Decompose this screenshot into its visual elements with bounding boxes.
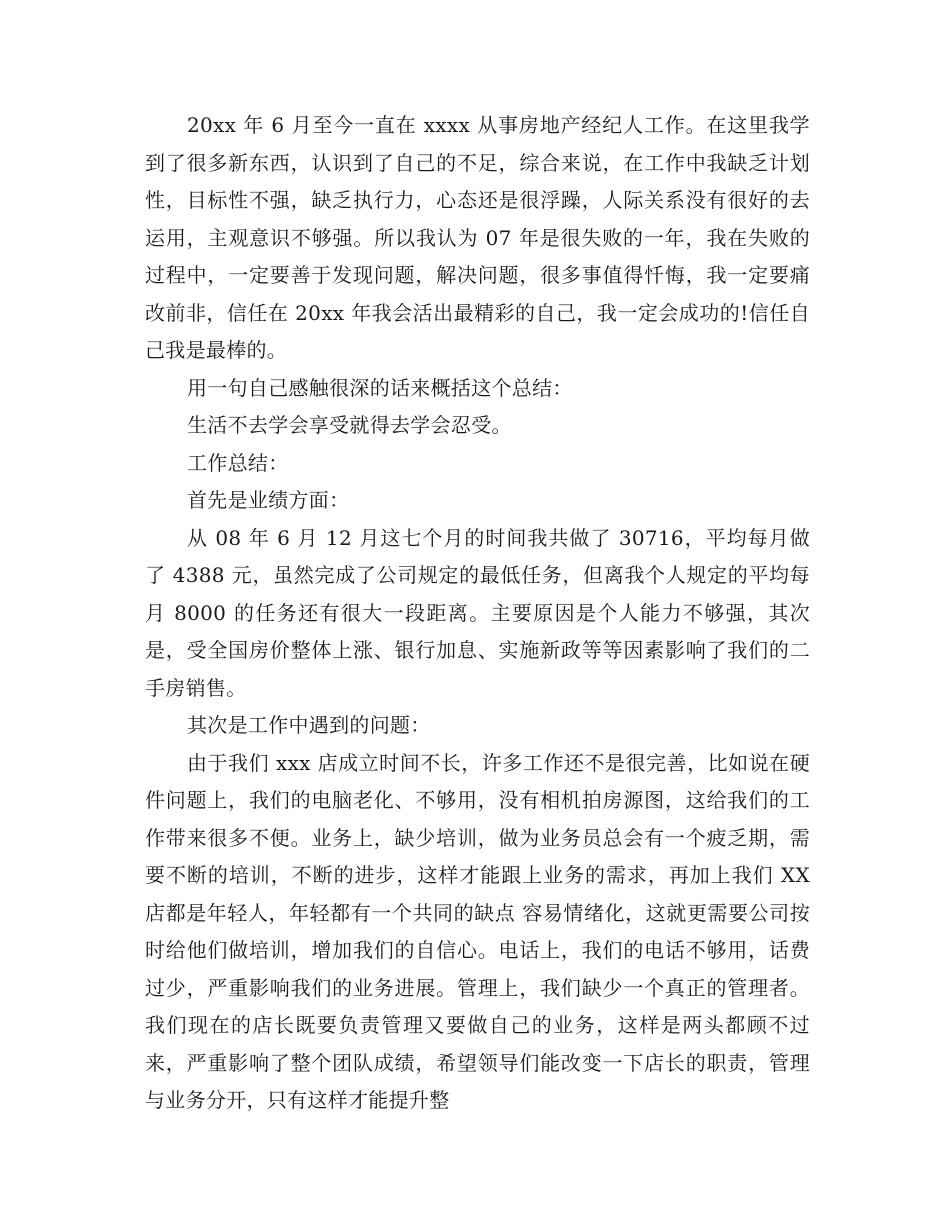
paragraph-problems: 由于我们 xxx 店成立时间不长，许多工作还不是很完善，比如说在硬件问题上，我们的电脑老化、不够用，没有相机拍房源图，这给我们的工作带来很多不便。业务上，缺少培训，做为业务员总会有一个疲乏期，需要不断的培训，不断的进步，这样才能跟上业务的需求，再加上我们 XX 店都是年轻人，年轻都有一个共同的缺点 容易情绪化，这就更需要公司按时给他们做培训，增加我们的自信心。电话上，我们的电话不够用，话费过少，严重影响我们的业务进展。管理上，我们缺少一个真正的管理者。我们现在的店长既要负责管理又要做自己的业务，这样是两头都顾不过来，严重影响了整个团队成绩，希望领导们能改变一下店长的职责，管理与业务分开，只有这样才能提升整: [145, 750, 810, 1112]
paragraph-summary-lead: 用一句自己感触很深的话来概括这个总结：: [187, 375, 573, 400]
paragraph-performance: 从 08 年 6 月 12 月这七个月的时间我共做了 30716，平均每月做了 4388 元，虽然完成了公司规定的最低任务，但离我个人规定的平均每月 8000 的任务还有很大一段距离。主要原因是个人能力不够强，其次是，受全国房价整体上涨、银行加息、实施新政等等因素影响了我们的二手房销售。: [145, 525, 810, 700]
heading-problems: 其次是工作中遇到的问题：: [187, 713, 431, 737]
paragraph-motto: 生活不去学会享受就得去学会忍受。: [187, 413, 512, 437]
heading-performance: 首先是业绩方面：: [187, 488, 350, 512]
heading-work-summary: 工作总结：: [187, 450, 289, 475]
document-body: [145, 107, 810, 1120]
paragraph-intro: 20xx 年 6 月至今一直在 xxxx 从事房地产经纪人工作。在这里我学到了很多新东西，认识到了自己的不足，综合来说，在工作中我缺乏计划性，目标性不强，缺乏执行力，心态还是很浮躁，人际关系没有很好的去运用，主观意识不够强。所以我认为 07 年是很失败的一年，我在失败的过程中，一定要善于发现问题，解决问题，很多事值得忏悔，我一定要痛改前非，信任在 20xx 年我会活出最精彩的自己，我一定会成功的!信任自己我是最棒的。: [145, 113, 810, 362]
